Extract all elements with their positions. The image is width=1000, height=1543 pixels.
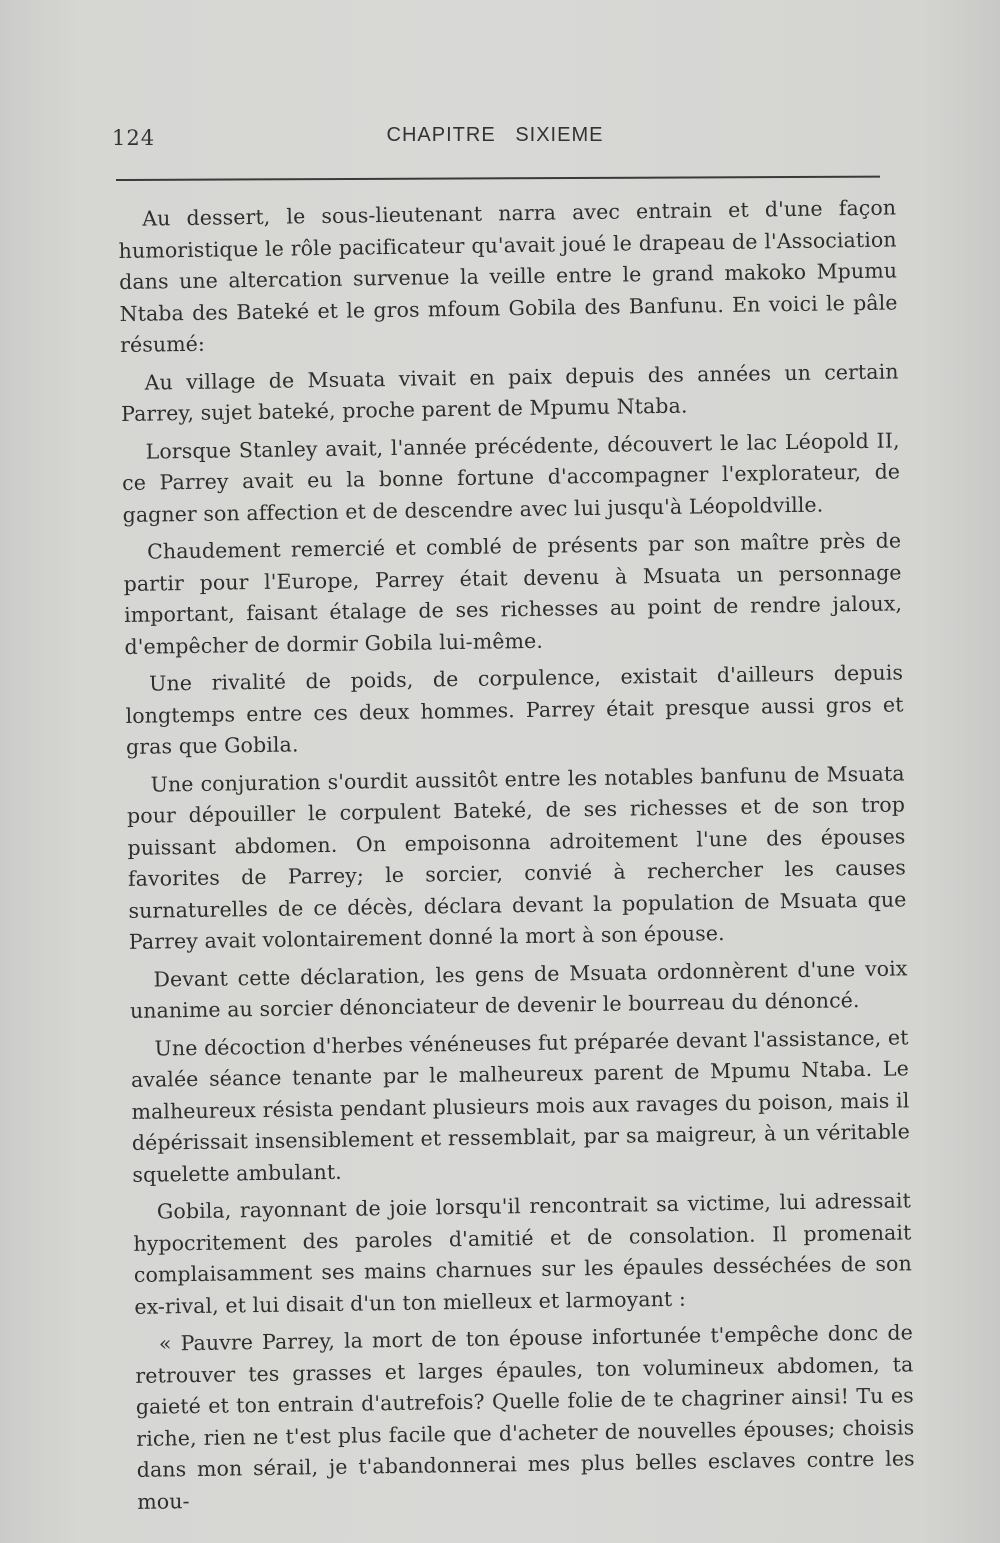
page-number: 124	[112, 126, 156, 150]
paragraph-6: Une conjuration s'ourdit aussitôt entre les notables banfunu de Msuata pour dépouiller le corpulent Bateké, de ses richesses et de son trop puissant abdomen. On empoisonna adroitement l'une des épouses favorites de Parrey; le sorcier, convié à rechercher les causes surnaturelles de ce décès, déclara devant la population de Msuata que Parrey avait volontairement donné la mort à son épouse.	[126, 760, 907, 954]
paragraph-5: Une rivalité de poids, de corpulence, existait d'ailleurs depuis longtemps entre ces deux hommes. Parrey était presque aussi gros et gras que Gobila.	[125, 660, 904, 759]
paragraph-10: « Pauvre Parrey, la mort de ton épouse infortunée t'empêche donc de retrouver tes grasses et larges épaules, ton volumineux abdomen, ta gaieté et ton entrain d'autrefois? Quelle folie de te chagriner ainsi! Tu es riche, rien ne t'est plus facile que d'acheter de nouvelles épouses; choisis dans mon sérail, je t'abandonnerai mes plus belles esclaves contre les mou-	[135, 1320, 915, 1514]
paragraph-4: Chaudement remercié et comblé de présents par son maître près de partir pour l'Europe, Parrey était devenu à Msuata un personnage important, faisant étalage de ses richesses au point de rendre jaloux, d'empêcher de dormir Gobila lui-même.	[123, 528, 903, 659]
body-text	[118, 192, 915, 1523]
paragraph-7: Devant cette déclaration, les gens de Msuata ordonnèrent d'une voix unanime au sorcier dénonciateur de devenir le bourreau du dénoncé.	[129, 955, 908, 1023]
paragraph-1: Au dessert, le sous-lieutenant narra avec entrain et d'une façon humoristique le rôle pacificateur qu'avait joué le drapeau de l'Association dans une altercation survenue la veille entre le grand makoko Mpumu Ntaba des Bateké et le gros mfoum Gobila des Banfunu. En voici le pâle résumé:	[118, 195, 898, 357]
paragraph-8: Une décoction d'herbes vénéneuses fut préparée devant l'assistance, et avalée séance tenante par le malheureux parent de Mpumu Ntaba. Le malheureux résista pendant plusieurs mois aux ravages du poison, mais il dépérissait insensiblement et ressemblait, par sa maigreur, à un véritable squelette ambulant.	[130, 1024, 911, 1187]
paragraph-2: Au village de Msuata vivait en paix depuis des années un certain Parrey, sujet bateké, proche parent de Mpumu Ntaba.	[120, 358, 899, 426]
header-rule	[116, 176, 880, 181]
paragraph-9: Gobila, rayonnant de joie lorsqu'il rencontrait sa victime, lui adressait hypocritement des paroles d'amitié et de consolation. Il promenait complaisamment ses mains charnues sur les épaules desséchées de son ex-rival, et lui disait d'un ton mielleux et larmoyant :	[133, 1188, 912, 1319]
running-head-title: CHAPITRE SIXIEME	[386, 124, 604, 146]
paragraph-3: Lorsque Stanley avait, l'année précédente, découvert le lac Léopold II, ce Parrey avait eu la bonne fortune d'accompagner l'explorateur, de gagner son affection et de descendre avec lui jusqu'à Léopoldville.	[121, 427, 901, 527]
